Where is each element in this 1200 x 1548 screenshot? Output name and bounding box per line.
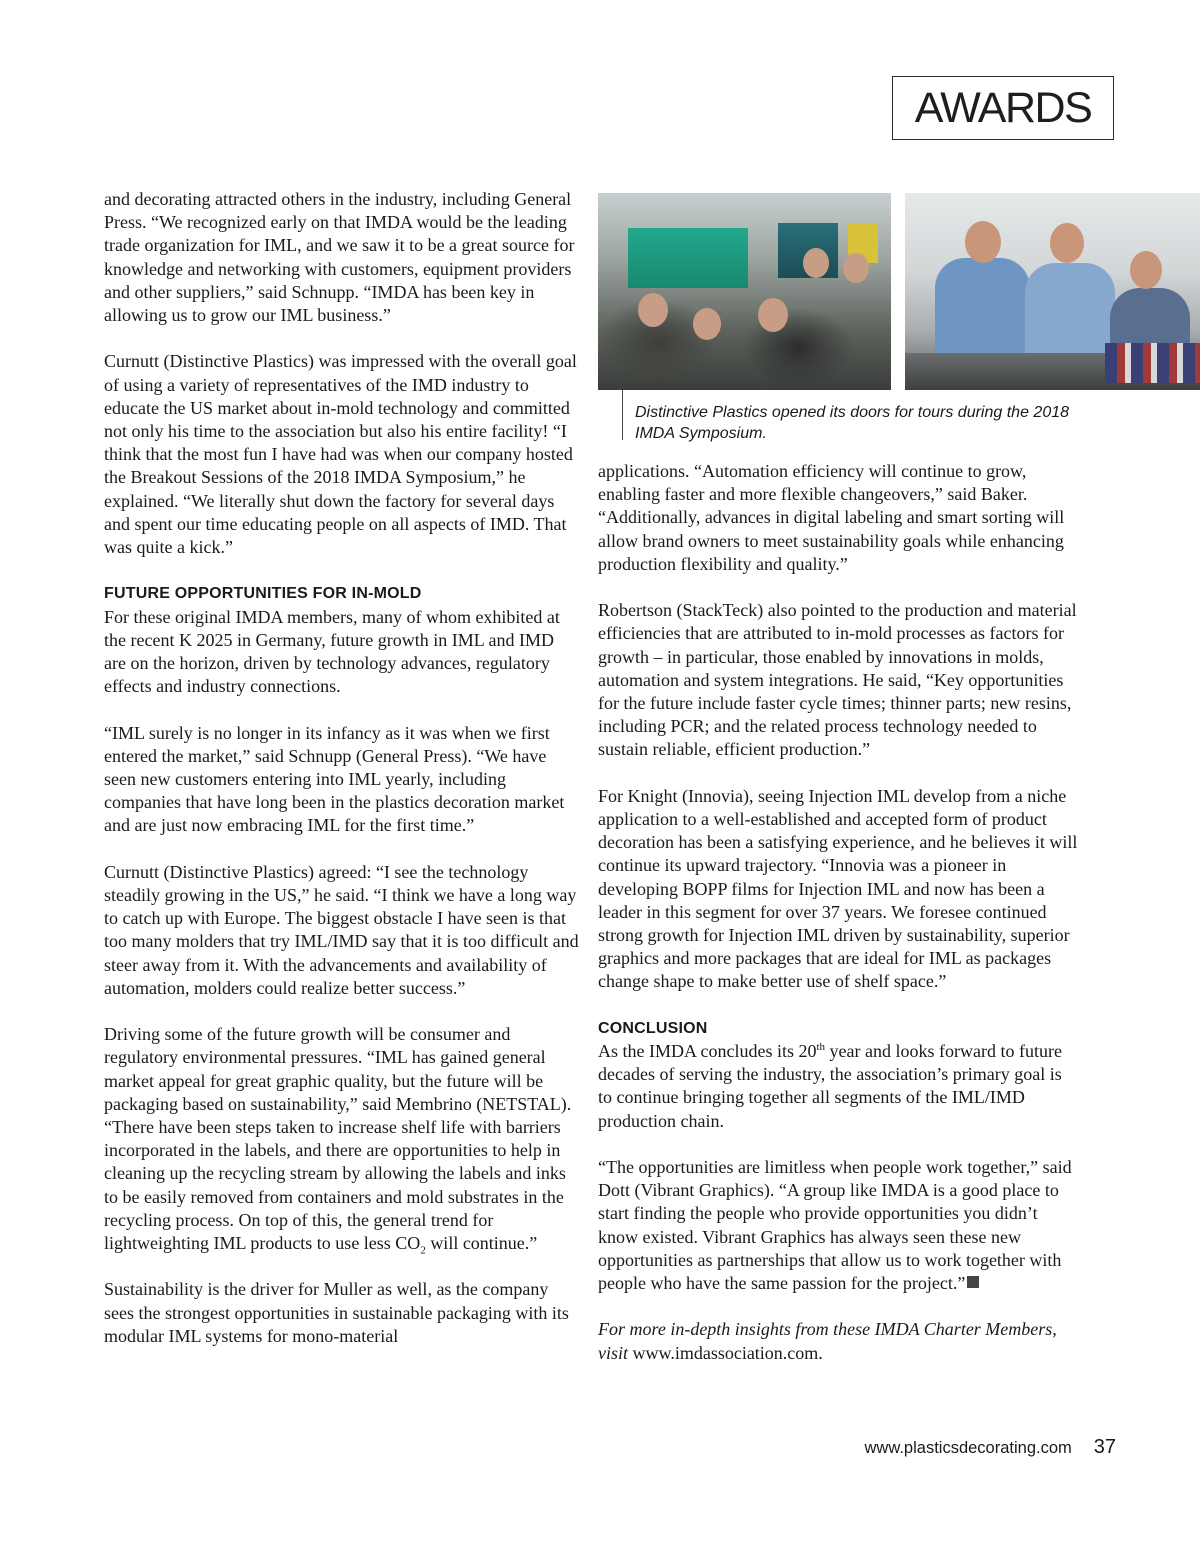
- photo-person-head: [638, 293, 668, 327]
- imda-website-link[interactable]: www.imdassociation.com.: [628, 1342, 823, 1363]
- left-paragraph-4: “IML surely is no longer in its infancy as it was when we first entered the market,” said Schnupp (General Press). “We have seen new customers entering into IML yearly, including companies that have long been in the plastics decoration market and are just now embracing IML for the first time.”: [104, 722, 565, 836]
- heading-conclusion: CONCLUSION: [598, 1019, 708, 1037]
- photo-person-head: [803, 248, 829, 278]
- ordinal-superscript: th: [816, 1041, 826, 1054]
- photo-person-head: [843, 253, 869, 283]
- right-paragraph-4-text: As the IMDA concludes its 20: [598, 1041, 817, 1062]
- photo-person-shirt: [935, 258, 1030, 368]
- end-of-article-mark: [967, 1276, 979, 1288]
- photo-person-head: [693, 308, 721, 340]
- photo-tour-attendees: [905, 193, 1200, 390]
- photo-person-head: [758, 298, 788, 332]
- heading-future-opportunities: FUTURE OPPORTUNITIES FOR IN-MOLD: [104, 585, 422, 603]
- photo-person-head: [1050, 223, 1084, 263]
- left-paragraph-2: Curnutt (Distinctive Plastics) was impressed with the overall goal of using a variety of representatives of the IMD industry to educate the US market about in-mold technology and committed not only his time to the association but also his entire facility! “I think that the most fun I have had was when our company hosted the Breakout Sessions of the 2018 IMDA Symposium,” he explained. “We literally shut down the factory for several days and spent our time educating people on all aspects of IMD. That was quite a kick.”: [104, 351, 577, 558]
- section-label-text: AWARDS: [914, 83, 1092, 132]
- photo-person-head: [965, 221, 1001, 263]
- photo-person-head: [1130, 251, 1162, 289]
- left-paragraph-7: Sustainability is the driver for Muller as well, as the company sees the strongest opportunities in sustainable packaging with its modular IML systems for mono-material: [104, 1279, 569, 1346]
- right-paragraph-5: [598, 1156, 1078, 1295]
- right-paragraph-3: For Knight (Innovia), seeing Injection IML develop from a niche application to a well-established and accepted form of product decoration has been a satisfying experience, and he believes it will continue its upward trajectory. “Innovia was a pioneer in developing BOPP films for Injection IML and now has been a leader in this segment for over 37 years. We foresee continued strong growth for Injection IML driven by sustainability, superior graphics and more packages that are ideal for IML as packages change shape to make better use of shelf space.”: [598, 785, 1078, 992]
- left-column: [104, 188, 580, 1348]
- footer-website[interactable]: www.plasticsdecorating.com: [864, 1439, 1072, 1457]
- photo-caption: Distinctive Plastics opened its doors for tours during the 2018 IMDA Symposium.: [635, 404, 1070, 442]
- right-paragraph-2: Robertson (StackTeck) also pointed to the production and material efficiencies that are attributed to in-mold processes as factors for growth – in particular, those enabled by innovations in molds, automation and system integrations. He said, “Key opportunities for the future include faster cycle times; thinner parts; new resins, including PCR; and the related process technology needed to sustain reliable, efficient production.”: [598, 600, 1077, 760]
- left-paragraph-6-text: Driving some of the future growth will be consumer and regulatory environmental pressures. “IML has gained general market appeal for great graphic quality, but the future will be packaging based on sustainability,” said Membrino (NETSTAL). “There have been steps taken to increase shelf life with barriers incorporated in the labels, and there are opportunities to help in cleaning up the recycling stream by allowing the labels and inks to be easily removed from containers and mold substrates in the recycling process. On top of this, the general trend for lightweighting IML products to use less CO: [104, 1024, 572, 1254]
- left-paragraph-6-end: will continue.”: [425, 1233, 538, 1254]
- right-column: [598, 460, 1078, 1365]
- left-paragraph-3: For these original IMDA members, many of whom exhibited at the recent K 2025 in Germany, future growth in IML and IMD are on the horizon, driven by technology advances, regulatory effects and industry connections.: [104, 606, 560, 697]
- photo-sample-labels: [1105, 343, 1200, 383]
- right-paragraph-6: [598, 1318, 1078, 1364]
- more-insights-text: For more in-depth insights from these IMDA Charter Members, visit: [598, 1319, 1057, 1363]
- left-paragraph-1: and decorating attracted others in the industry, including General Press. “We recognized early on that IMDA would be the leading trade organization for IML, and we saw it to be a great source for knowledge and networking with customers, equipment providers and other suppliers,” said Schnupp. “IMDA has been key in allowing us to grow our IML business.”: [104, 189, 575, 326]
- right-paragraph-5-text: “The opportunities are limitless when people work together,” said Dott (Vibrant Graphics). “A group like IMDA is a good place to start finding the people who provide opportunities you didn’t know existed. Vibrant Graphics has always seen these new opportunities as partnerships that allow us to work together with people who have the same passion for the project.”: [598, 1157, 1072, 1294]
- co2-subscript: 2: [420, 1244, 426, 1257]
- left-paragraph-5: Curnutt (Distinctive Plastics) agreed: “I see the technology steadily growing in the US,” he said. “I think we have a long way to catch up with Europe. The biggest obstacle I have seen is that too many molders that try IML/IMD say that it is too difficult and steer away from it. With the advancements and availability of automation, molders could realize better success.”: [104, 861, 579, 998]
- left-paragraph-6: [104, 1023, 580, 1255]
- photo-machine-green: [628, 228, 748, 288]
- caption-rule: [622, 390, 623, 440]
- section-label: [892, 76, 1114, 140]
- page-number: 37: [1093, 1436, 1116, 1458]
- right-paragraph-1: applications. “Automation efficiency will continue to grow, enabling faster and more flexible changeovers,” said Baker. “Additionally, advances in digital labeling and smart sorting will allow brand owners to meet sustainability goals while enhancing production flexibility and quality.”: [598, 461, 1065, 574]
- right-paragraph-4-end: year and looks forward to future decades of serving the industry, the association’s primary goal is to continue bringing together all segments of the IML/IMD production chain.: [598, 1041, 1062, 1131]
- right-paragraph-4: [598, 1040, 1078, 1133]
- photo-factory-tour-group: [598, 193, 891, 390]
- page-footer: [865, 1436, 1117, 1459]
